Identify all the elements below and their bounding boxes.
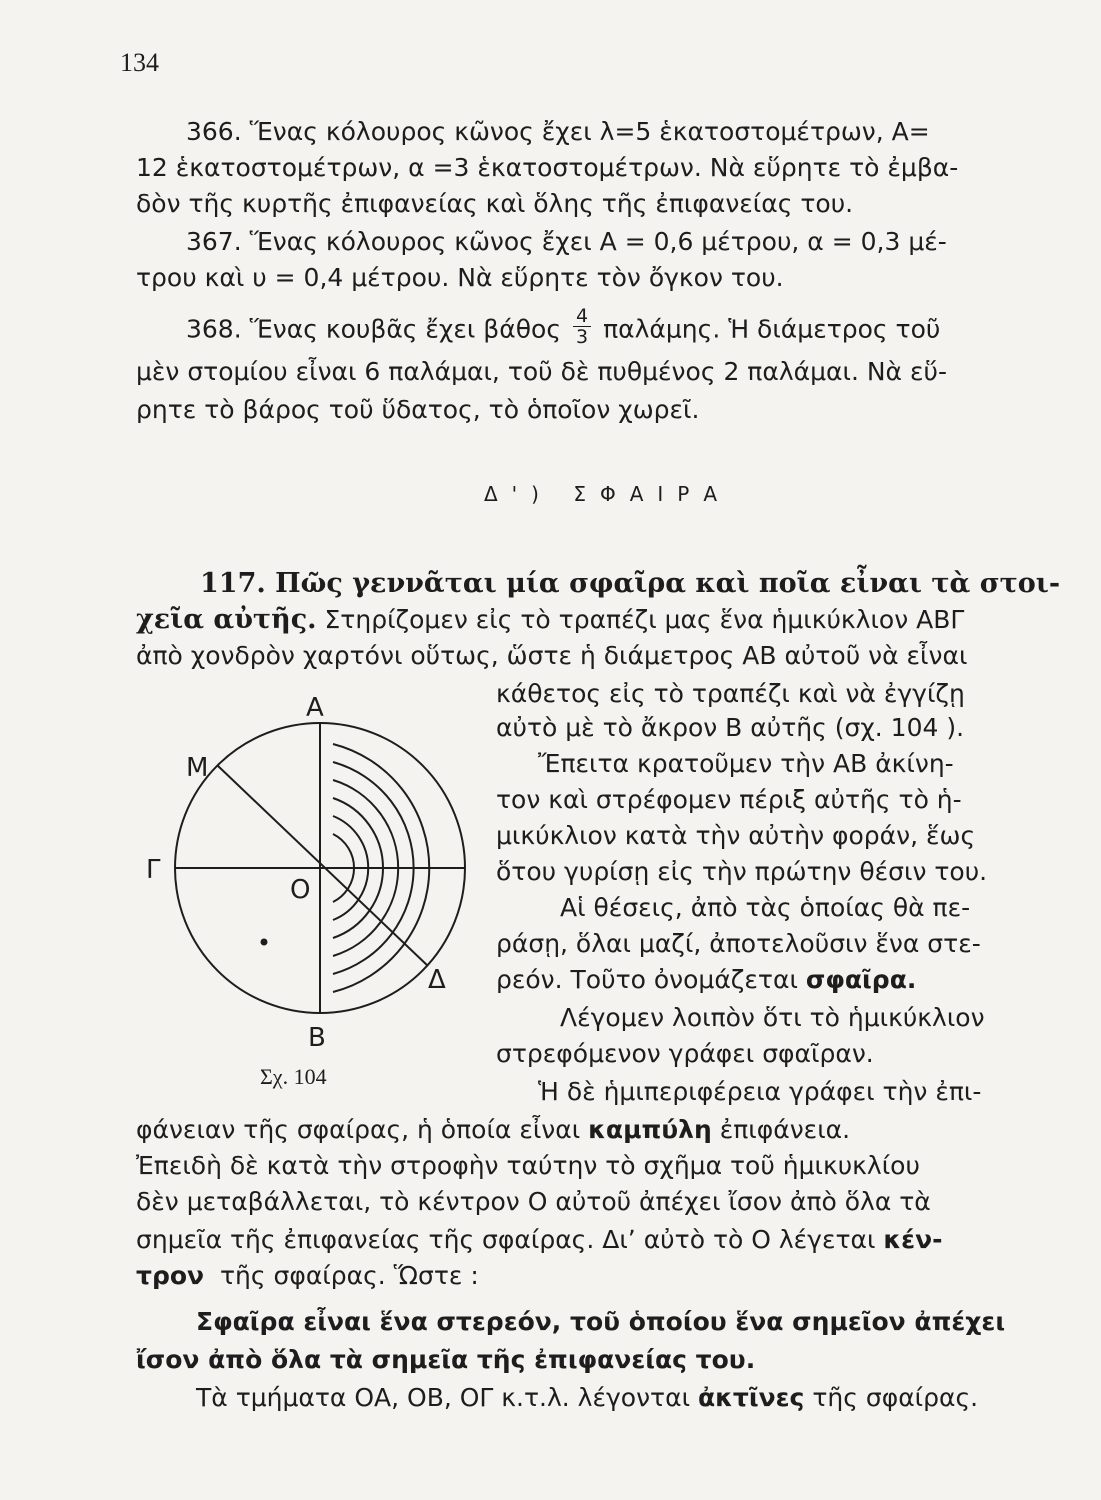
sphere-diagram [140, 686, 480, 1066]
fraction-numerator: 4 [573, 306, 591, 327]
body-text: φάνειαν τῆς σφαίρας, ἡ ὁποία εἶναι [136, 1115, 581, 1144]
problem-367-line-1: 367. Ἕνας κόλουρος κῶνος ἔχει Α = 0,6 μέτρου, α = 0,3 μέ- [186, 227, 947, 256]
problem-366-line-2: 12 ἑκατοστομέτρων, α =3 ἑκατοστομέτρων. Νὰ εὕρητε τὸ ἐμβα- [136, 153, 959, 182]
body-line-2: ἀπὸ χονδρὸν χαρτόνι οὕτως, ὥστε ἡ διάμετρος ΑΒ αὐτοῦ νὰ εἶναι [136, 641, 968, 670]
body-line-6 [136, 1224, 943, 1256]
fraction [573, 306, 591, 347]
problem-368-line-2: μὲν στομίου εἶναι 6 παλάμαι, τοῦ δὲ πυθμένος 2 παλάμαι. Νὰ εὕ- [136, 357, 947, 386]
definition-line-1: Σφαῖρα εἶναι ἕνα στερεόν, τοῦ ὁποίου ἕνα σημεῖον ἀπέχει [196, 1307, 1006, 1336]
body-right-10: Λέγομεν λοιπὸν ὅτι τὸ ἡμικύκλιον [560, 1003, 985, 1032]
body-text: σημεῖα τῆς ἐπιφανείας τῆς σφαίρας. Διʼ αὐτὸ τὸ Ο λέγεται [136, 1225, 876, 1254]
problem-366-line-1: 366. Ἕνας κόλουρος κῶνος ἔχει λ=5 ἑκατοστομέτρων, Α= [186, 117, 930, 146]
body-line-3 [136, 1114, 850, 1146]
body-right-2: αὐτὸ μὲ τὸ ἄκρον Β αὐτῆς (σχ. 104 ). [496, 713, 965, 742]
body-right-1: κάθετος εἰς τὸ τραπέζι καὶ νὰ ἐγγίζῃ [496, 679, 965, 708]
label-M: Μ [186, 753, 209, 783]
label-G: Γ [146, 855, 161, 885]
body-text: Τὰ τμήματα ΟΑ, ΟΒ, ΟΓ κ.τ.λ. λέγονται [196, 1383, 691, 1412]
body-right-3: Ἔπειτα κρατοῦμεν τὴν ΑΒ ἀκίνη- [538, 749, 954, 778]
term-sfaira: σφαῖρα. [805, 965, 917, 994]
label-A: Α [306, 693, 324, 723]
page-number: 134 [120, 48, 159, 77]
problem-368-line-1 [186, 305, 941, 351]
label-D: Δ [428, 965, 446, 995]
definition-line-2: ἴσον ἀπὸ ὅλα τὰ σημεῖα τῆς ἐπιφανείας του. [136, 1345, 756, 1374]
problem-366-line-3: δὸν τῆς κυρτῆς ἐπιφανείας καὶ ὅλης τῆς ἐπιφανείας του. [136, 189, 854, 218]
label-B: Β [308, 1023, 326, 1053]
body-right-6: ὅτου γυρίσῃ εἰς τὴν πρώτην θέσιν του. [496, 857, 988, 886]
problem-368-text-a: 368. Ἕνας κουβᾶς ἔχει βάθος [186, 314, 561, 344]
heading-continuation: χεῖα αὐτῆς. [136, 604, 317, 635]
term-kentron-b: τρον [136, 1261, 205, 1290]
body-right-7: Αἱ θέσεις, ἀπὸ τὰς ὁποίας θὰ πε- [560, 893, 971, 922]
body-right-8: ράσῃ, ὅλαι μαζί, ἀποτελοῦσιν ἕνα στε- [496, 929, 981, 958]
body-last-line [196, 1382, 978, 1414]
line-M-D [217, 765, 428, 966]
body-text: τῆς σφαίρας. [812, 1383, 979, 1412]
section-title: Δ') ΣΦΑΙΡΑ [484, 482, 732, 506]
body-line-1 [136, 604, 964, 636]
term-kentron-a: κέν- [883, 1225, 943, 1254]
term-aktines: ἀκτῖνες [697, 1383, 805, 1412]
figure-caption: Σχ. 104 [260, 1064, 327, 1089]
dot-mark [261, 939, 268, 946]
body-right-9 [496, 964, 916, 996]
body-text: τῆς σφαίρας. Ὥστε : [219, 1261, 479, 1290]
fraction-denominator: 3 [576, 326, 589, 348]
body-line-7 [136, 1260, 479, 1292]
body-text: ρεόν. Τοῦτο ὀνομάζεται [496, 965, 798, 994]
problem-368-text-b: παλάμης. Ἡ διάμετρος τοῦ [603, 314, 941, 344]
term-kampyli: καμπύλη [588, 1115, 712, 1144]
body-right-12: Ἡ δὲ ἡμιπεριφέρεια γράφει τὴν ἐπι- [538, 1077, 982, 1106]
body-right-11: στρεφόμενον γράφει σφαῖραν. [496, 1039, 874, 1068]
label-O: Ο [290, 875, 311, 905]
problem-368-line-3: ρητε τὸ βάρος τοῦ ὕδατος, τὸ ὁποῖον χωρεῖ. [136, 395, 700, 424]
section-117-heading: 117. Πῶς γεννᾶται μία σφαῖρα καὶ ποῖα εἶναι τὰ στοι- [200, 568, 1061, 599]
body-right-4: τον καὶ στρέφομεν πέριξ αὐτῆς τὸ ἡ- [496, 785, 962, 814]
figure-104 [140, 686, 480, 1070]
body-text: Στηρίζομεν εἰς τὸ τραπέζι μας ἕνα ἡμικύκλιον ΑΒΓ [324, 605, 965, 634]
body-line-4: Ἐπειδὴ δὲ κατὰ τὴν στροφὴν ταύτην τὸ σχῆμα τοῦ ἡμικυκλίου [136, 1151, 920, 1180]
body-text: ἐπιφάνεια. [719, 1115, 851, 1144]
body-right-5: μικύκλιον κατὰ τὴν αὐτὴν φοράν, ἕως [496, 821, 976, 850]
problem-367-line-2: τρου καὶ υ = 0,4 μέτρου. Νὰ εὕρητε τὸν ὄγκον του. [136, 263, 784, 292]
body-line-5: δὲν μεταβάλλεται, τὸ κέντρον Ο αὐτοῦ ἀπέχει ἴσον ἀπὸ ὅλα τὰ [136, 1187, 931, 1216]
